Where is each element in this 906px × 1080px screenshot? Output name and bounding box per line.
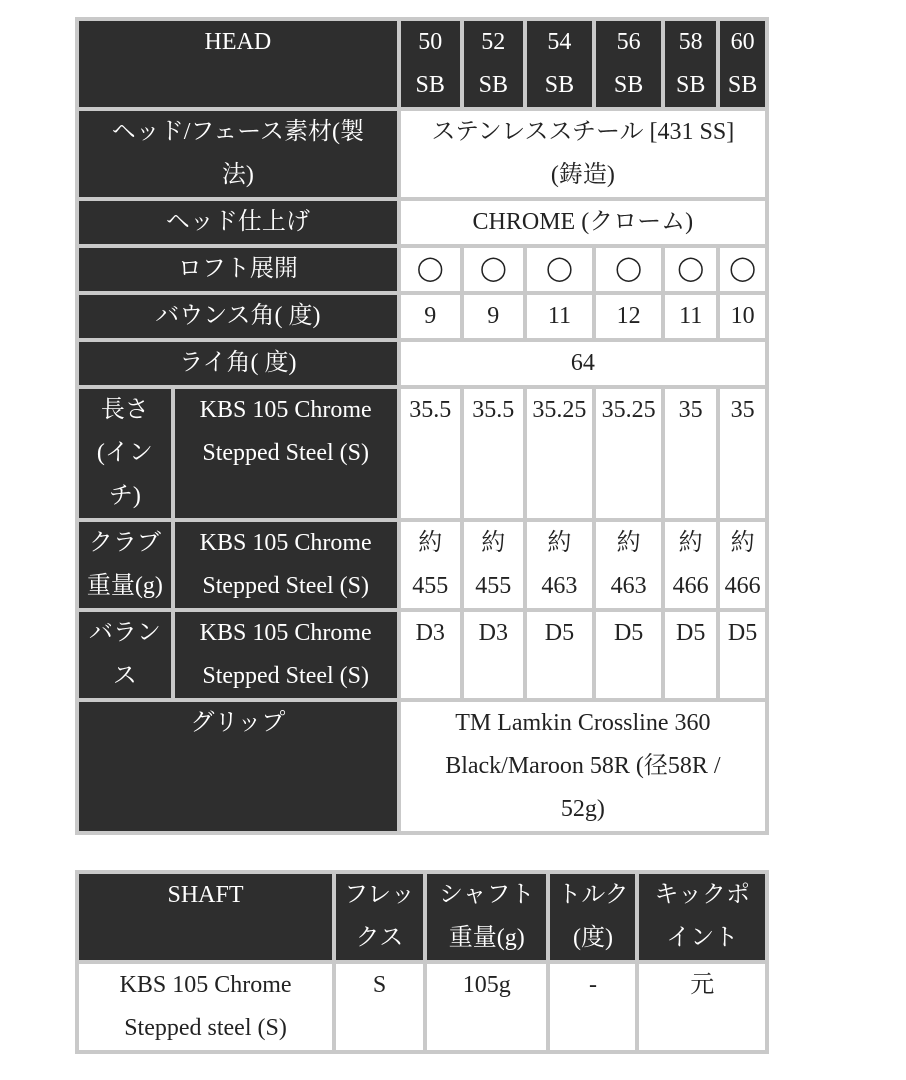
material-label: ヘッド/フェース素材(製 法): [79, 111, 397, 197]
torque-value: -: [550, 964, 635, 1050]
balance-value: D5: [720, 612, 765, 698]
loft-header: 58 SB: [665, 21, 716, 107]
balance-value: D5: [665, 612, 716, 698]
length-value: 35: [720, 389, 765, 518]
balance-value: D5: [527, 612, 592, 698]
loft-header: 54 SB: [527, 21, 592, 107]
length-value: 35.25: [596, 389, 661, 518]
grip-value: TM Lamkin Crossline 360 Black/Maroon 58R (径58R / 52g): [401, 702, 765, 831]
bounce-value: 12: [596, 295, 661, 338]
weight-value: 約 455: [464, 522, 523, 608]
availability-mark: ◯: [665, 248, 716, 291]
availability-mark: ◯: [596, 248, 661, 291]
length-value: 35.5: [401, 389, 460, 518]
shaft-spec-table: [75, 870, 769, 1054]
kickpoint-header: キックポ イント: [639, 874, 765, 960]
length-label: 長さ (イン チ): [79, 389, 171, 518]
shaft-weight-header: シャフト 重量(g): [427, 874, 546, 960]
lie-value: 64: [401, 342, 765, 385]
bounce-value: 9: [401, 295, 460, 338]
balance-value: D5: [596, 612, 661, 698]
weight-value: 約 455: [401, 522, 460, 608]
availability-mark: ◯: [720, 248, 765, 291]
availability-mark: ◯: [464, 248, 523, 291]
bounce-label: バウンス角( 度): [79, 295, 397, 338]
loft-header: 52 SB: [464, 21, 523, 107]
loft-header: 50 SB: [401, 21, 460, 107]
weight-value: 約 463: [596, 522, 661, 608]
flex-header: フレッ クス: [336, 874, 423, 960]
flex-value: S: [336, 964, 423, 1050]
availability-mark: ◯: [401, 248, 460, 291]
balance-value: D3: [401, 612, 460, 698]
kickpoint-value: 元: [639, 964, 765, 1050]
material-value: ステンレススチール [431 SS] (鋳造): [401, 111, 765, 197]
grip-label: グリップ: [79, 702, 397, 831]
availability-mark: ◯: [527, 248, 592, 291]
finish-value: CHROME (クローム): [401, 201, 765, 244]
length-shaft: KBS 105 Chrome Stepped Steel (S): [175, 389, 397, 518]
finish-label: ヘッド仕上げ: [79, 201, 397, 244]
loft-header: 56 SB: [596, 21, 661, 107]
loft-header: 60 SB: [720, 21, 765, 107]
weight-shaft: KBS 105 Chrome Stepped Steel (S): [175, 522, 397, 608]
lie-label: ライ角( 度): [79, 342, 397, 385]
head-header: HEAD: [79, 21, 397, 107]
torque-header: トルク (度): [550, 874, 635, 960]
weight-value: 約 466: [720, 522, 765, 608]
weight-value: 約 463: [527, 522, 592, 608]
balance-value: D3: [464, 612, 523, 698]
weight-label: クラブ 重量(g): [79, 522, 171, 608]
shaft-name: KBS 105 Chrome Stepped steel (S): [79, 964, 332, 1050]
bounce-value: 11: [665, 295, 716, 338]
shaft-header: SHAFT: [79, 874, 332, 960]
availability-label: ロフト展開: [79, 248, 397, 291]
weight-value: 約 466: [665, 522, 716, 608]
head-spec-table: [75, 17, 769, 835]
bounce-value: 10: [720, 295, 765, 338]
length-value: 35: [665, 389, 716, 518]
length-value: 35.5: [464, 389, 523, 518]
balance-label: バラン ス: [79, 612, 171, 698]
bounce-value: 11: [527, 295, 592, 338]
balance-shaft: KBS 105 Chrome Stepped Steel (S): [175, 612, 397, 698]
length-value: 35.25: [527, 389, 592, 518]
bounce-value: 9: [464, 295, 523, 338]
shaft-weight-value: 105g: [427, 964, 546, 1050]
